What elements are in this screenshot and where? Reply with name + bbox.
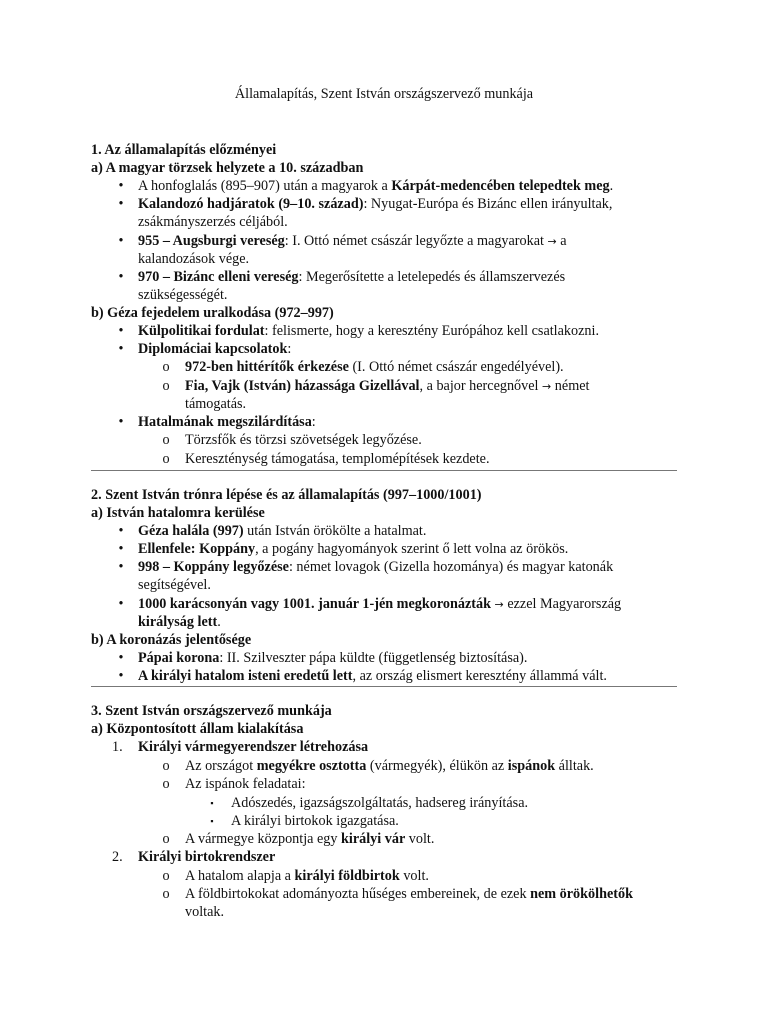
- circle-marker: o: [162, 758, 170, 774]
- list-item-text: 998 – Koppány legyőzése: német lovagok (Gizella hozománya) és magyar katonák: [138, 559, 614, 575]
- square-marker: ▪: [210, 798, 214, 808]
- sub-list-item-text-continued: voltak.: [185, 904, 225, 920]
- section-1b-heading: b) Géza fejedelem uralkodása (972–997): [91, 305, 334, 321]
- sub-list-item-text-continued: támogatás.: [185, 396, 247, 412]
- list-item-text: 955 – Augsburgi vereség: I. Ottó német császár legyőzte a magyarokat → a: [138, 233, 567, 249]
- bullet-marker: •: [118, 196, 124, 212]
- sub-list-item-text: Az országot megyékre osztotta (vármegyék), élükön az ispánok álltak.: [185, 758, 594, 774]
- circle-marker: o: [162, 359, 170, 375]
- sub-list-item-text: 972-ben hittérítők érkezése (I. Ottó német császár engedélyével).: [185, 359, 564, 375]
- circle-marker: o: [162, 432, 170, 448]
- section-1-heading: 1. Az államalapítás előzményei: [91, 142, 277, 158]
- bullet-marker: •: [118, 269, 124, 285]
- section-1a-heading: a) A magyar törzsek helyzete a 10. században: [91, 160, 364, 176]
- bullet-marker: •: [118, 414, 124, 430]
- list-item-text-continued: kalandozások vége.: [138, 251, 250, 267]
- arrow-icon: →: [494, 598, 504, 611]
- list-item-text: Kalandozó hadjáratok (9–10. század): Nyugat-Európa és Bizánc ellen irányultak,: [138, 196, 613, 212]
- sub-list-item-text: A földbirtokokat adományozta hűséges embereinek, de ezek nem örökölhetők: [185, 886, 633, 902]
- section-3-heading: 3. Szent István országszervező munkája: [91, 703, 332, 719]
- numbered-item-text: Királyi birtokrendszer: [138, 849, 276, 865]
- section-2a-heading: a) István hatalomra kerülése: [91, 505, 265, 521]
- circle-marker: o: [162, 831, 170, 847]
- section-2b-heading: b) A koronázás jelentősége: [91, 632, 252, 648]
- list-item-text: Külpolitikai fordulat: felismerte, hogy a keresztény Európához kell csatlakozni.: [138, 323, 599, 339]
- sub-list-item-text: Kereszténység támogatása, templomépítések kezdete.: [185, 451, 490, 467]
- list-item-text-continued: királyság lett.: [138, 614, 221, 630]
- circle-marker: o: [162, 776, 170, 792]
- section-divider: [91, 686, 677, 687]
- list-item-text-continued: szükségességét.: [138, 287, 228, 303]
- list-item-text-continued: segítségével.: [138, 577, 211, 593]
- circle-marker: o: [162, 451, 170, 467]
- page-title: Államalapítás, Szent István országszervező munkája: [234, 86, 534, 102]
- section-3a-heading: a) Központosított állam kialakítása: [91, 721, 304, 737]
- square-marker: ▪: [210, 816, 214, 826]
- bullet-marker: •: [118, 668, 124, 684]
- bullet-marker: •: [118, 323, 124, 339]
- list-item-text-continued: zsákmányszerzés céljából.: [138, 214, 288, 230]
- list-item-text: A honfoglalás (895–907) után a magyarok a Kárpát-medencében telepedtek meg.: [138, 178, 614, 194]
- section-2-heading: 2. Szent István trónra lépése és az államalapítás (997–1000/1001): [91, 487, 482, 503]
- bullet-marker: •: [118, 541, 124, 557]
- circle-marker: o: [162, 378, 170, 394]
- bullet-marker: •: [118, 178, 124, 194]
- sub-list-item-text: A hatalom alapja a királyi földbirtok volt.: [185, 868, 429, 884]
- bullet-marker: •: [118, 341, 124, 357]
- list-item-text: Géza halála (997) után István örökölte a hatalmat.: [138, 523, 427, 539]
- numbered-item-text: Királyi vármegyerendszer létrehozása: [138, 739, 369, 755]
- bullet-marker: •: [118, 650, 124, 666]
- list-item-text: 1000 karácsonyán vagy 1001. január 1-jén megkoronázták → ezzel Magyarország: [138, 596, 622, 612]
- arrow-icon: →: [547, 235, 557, 248]
- section-divider: [91, 470, 677, 471]
- bullet-marker: •: [118, 559, 124, 575]
- bullet-marker: •: [118, 233, 124, 249]
- sub-sub-list-item-text: A királyi birtokok igazgatása.: [231, 813, 399, 829]
- sub-list-item-text: Fia, Vajk (István) házassága Gizellával, a bajor hercegnővel → német: [185, 378, 590, 394]
- arrow-icon: →: [542, 380, 552, 393]
- list-item-text: A királyi hatalom isteni eredetű lett, az ország elismert keresztény állammá vált.: [138, 668, 607, 684]
- list-item-text: Hatalmának megszilárdítása:: [138, 414, 316, 430]
- list-number: 2.: [112, 849, 123, 865]
- sub-list-item-text: Törzsfők és törzsi szövetségek legyőzése.: [185, 432, 422, 448]
- list-item-text: Diplomáciai kapcsolatok:: [138, 341, 292, 357]
- circle-marker: o: [162, 886, 170, 902]
- circle-marker: o: [162, 868, 170, 884]
- bullet-marker: •: [118, 523, 124, 539]
- bullet-marker: •: [118, 596, 124, 612]
- list-item-text: Ellenfele: Koppány, a pogány hagyományok szerint ő lett volna az örökös.: [138, 541, 569, 557]
- sub-list-item-text: Az ispánok feladatai:: [185, 776, 306, 792]
- list-item-text: 970 – Bizánc elleni vereség: Megerősítette a letelepedés és államszervezés: [138, 269, 566, 285]
- sub-sub-list-item-text: Adószedés, igazságszolgáltatás, hadsereg irányítása.: [231, 795, 529, 811]
- list-number: 1.: [112, 739, 123, 755]
- sub-list-item-text: A vármegye központja egy királyi vár volt.: [185, 831, 435, 847]
- list-item-text: Pápai korona: II. Szilveszter pápa küldte (függetlenség biztosítása).: [138, 650, 528, 666]
